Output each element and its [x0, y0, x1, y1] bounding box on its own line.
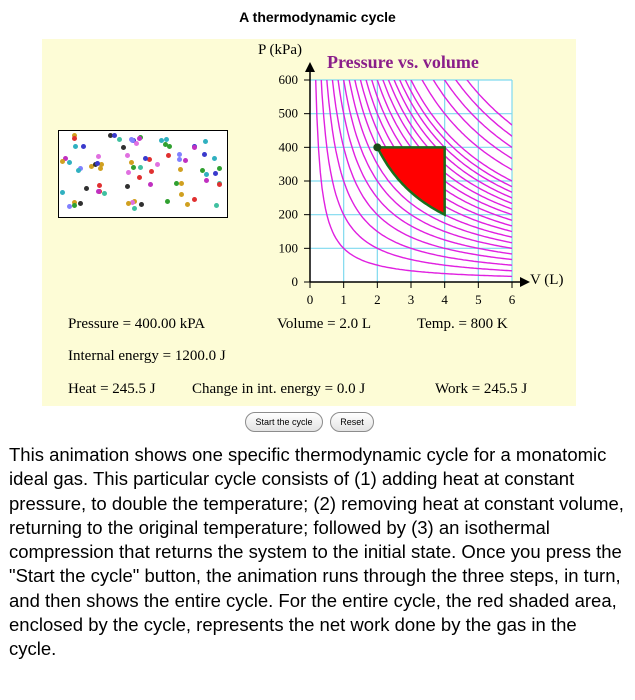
x-tick-label: 3: [407, 292, 415, 307]
y-tick-label: 200: [278, 206, 298, 222]
start-cycle-button[interactable]: Start the cycle: [245, 412, 323, 432]
x-tick-label: 4: [441, 292, 448, 307]
change-int-energy-readout: Change in int. energy = 0.0 J: [192, 381, 366, 397]
heat-readout: Heat = 245.5 J: [68, 381, 156, 397]
temperature-readout: Temp. = 800 K: [417, 316, 508, 332]
reset-button[interactable]: Reset: [330, 412, 374, 432]
y-axis-arrow: [305, 62, 315, 72]
description-text: This animation shows one specific thermodynamic cycle for a monatomic ideal gas. This particular cycle consists of (1) adding heat at constant pressure, to double the temperature; (2) removing heat at constant volume, returning to the original temperature; followed by (3) an isothermal compression that returns the system to the initial state. Once you press the "Start the cycle" button, the animation runs through the three steps, in turn, and then shows the entire cycle. For the entire cycle, the red shaded area, enclosed by the cycle, represents the net work done by the gas in the cycle.: [9, 444, 624, 660]
internal-energy-readout: Internal energy = 1200.0 J: [68, 348, 226, 364]
y-tick-label: 100: [278, 240, 298, 256]
y-axis-label: P (kPa): [258, 42, 303, 58]
page-title: A thermodynamic cycle: [239, 9, 396, 25]
y-tick-label: 300: [278, 173, 298, 188]
y-tick-label: 500: [278, 105, 298, 121]
x-axis-arrow: [520, 277, 530, 287]
y-tick-label: 600: [278, 72, 298, 87]
state-point: [373, 143, 381, 151]
work-readout: Work = 245.5 J: [435, 381, 528, 397]
x-tick-label: 5: [475, 292, 482, 307]
volume-readout: Volume = 2.0 L: [277, 316, 372, 332]
x-tick-label: 1: [340, 292, 347, 307]
x-tick-label: 6: [508, 292, 516, 307]
chart-title: Pressure vs. volume: [327, 52, 479, 72]
x-tick-label: 2: [374, 292, 381, 307]
y-tick-label: 400: [278, 139, 298, 155]
x-tick-label: 0: [306, 292, 314, 307]
y-tick-label: 0: [291, 274, 298, 289]
x-axis-label: V (L): [530, 272, 564, 288]
pressure-readout: Pressure = 400.00 kPA: [68, 316, 206, 332]
